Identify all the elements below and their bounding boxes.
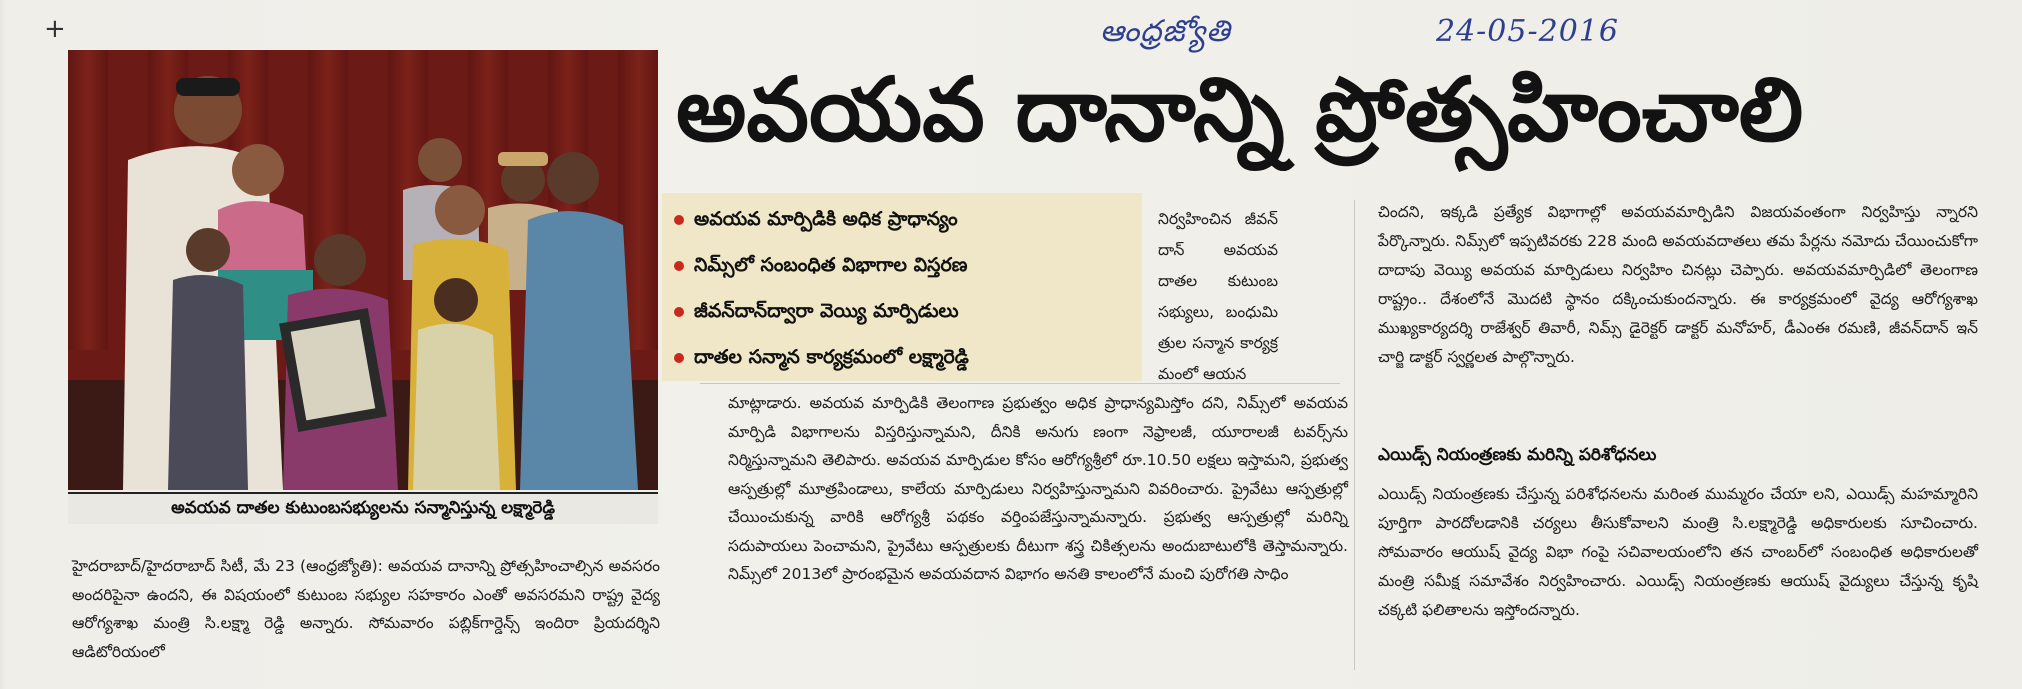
column-divider	[1354, 200, 1355, 670]
bullet-dot-icon	[674, 307, 684, 317]
award-ceremony-image	[68, 50, 658, 490]
highlights-box	[662, 193, 1142, 381]
photo-caption: అవయవ దాతల కుటుంబసభ్యులను సన్మానిస్తున్న లక్ష్మారెడ్డి	[68, 492, 658, 524]
article-lead-paragraph: హైదరాబాద్/హైదరాబాద్ సిటీ, మే 23 (ఆంధ్రజ్యోతి): అవయవ దానాన్ని ప్రోత్సహించాల్సిన అవసరం అందరిపైనా ఉందని, ఈ విషయంలో కుటుంబ సభ్యుల సహకారం ఎంతో అవసరమని రాష్ట్ర వైద్య ఆరోగ్యశాఖ మంత్రి సి.లక్ష్మా రెడ్డి అన్నారు. సోమవారం పబ్లిక్‌గార్డెన్స్ ఇందిరా ప్రియదర్శిని ఆడిటోరియంలో	[72, 557, 660, 661]
article-narrow-column: నిర్వహించిన జీవన్ దాన్ అవయవ దాతల కుటుంబ సభ్యులు, బంధుమి త్రుల సన్మాన కార్యక్ర మంలో ఆయన	[1158, 210, 1278, 383]
article-right-column-top: చిందని, ఇక్కడి ప్రత్యేక విభాగాల్లో అవయవమార్పిడిని విజయవంతంగా నిర్వహిస్తు న్నారని పేర్కొన్నారు. నిమ్స్‌లో ఇప్పటివరకు 228 మంది అవయవదాతలు తమ పేర్లను నమోదు చేయించుకోగా దాదాపు వెయ్యి అవయవ మార్పిడులు నిర్వహిం చినట్లు చెప్పారు. అవయవమార్పిడిలో తెలంగాణ రాష్ట్రం.. దేశంలోనే మొదటి స్థానం దక్కించుకుందన్నారు. ఈ కార్యక్రమంలో వైద్య ఆరోగ్యశాఖ ముఖ్యకార్యదర్శి రాజేశ్వర్ తివారీ, నిమ్స్ డైరెక్టర్ డాక్టర్ మనోహర్, డీఎంఈ రమణి, జీవన్‌దాన్ ఇన్ చార్జి డాక్టర్ స్వర్ణలత పాల్గొన్నారు.	[1378, 203, 1978, 366]
registration-mark: +	[44, 14, 66, 44]
article-middle-column: మాట్లాడారు. అవయవ మార్పిడికి తెలంగాణ ప్రభుత్వం అధిక ప్రాధాన్యమిస్తోం దని, నిమ్స్‌లో అవయవ మార్పిడి విభాగాలను విస్తరిస్తున్నామని, దీనికి అనుగు ణంగా నెఫ్రాలజీ, యూరాలజీ టవర్స్‌ను నిర్మిస్తున్నామని తెలిపారు. అవయవ మార్పిడుల కోసం ఆరోగ్యశ్రీలో రూ.10.50 లక్షలు ఇస్తామని, ప్రభుత్వ ఆస్పత్రుల్లో మూత్రపిండాలు, కాలేయ మార్పిడులు నిర్వహిస్తున్నామని వివరించారు. ప్రైవేటు ఆస్పత్రుల్లో చేయించుకున్న వారికి ఆరోగ్యశ్రీ పథకం వర్తింపజేస్తున్నామన్నారు. ప్రభుత్వ ఆస్పత్రుల్లో మరిన్ని సదుపాయలు పెంచామని, ప్రైవేటు ఆస్పత్రులకు దీటుగా శస్త్ర చికిత్సలను అందుబాటులోకి తెస్తామన్నారు. నిమ్స్‌లో 2013లో ప్రారంభమైన అవయవదాన విభాగం అనతి కాలంలోనే మంచి పురోగతి సాధిం	[728, 394, 1348, 583]
bullet-dot-icon	[674, 215, 684, 225]
article-right-column-bottom: ఎయిడ్స్ నియంత్రణకు చేస్తున్న పరిశోధనలను మరింత ముమ్మరం చేయా లని, ఎయిడ్స్ మహమ్మారిని పూర్తిగా పారదోలడానికి చర్యలు తీసుకోవాలని మంత్రి సి.లక్ష్మారెడ్డి అధికారులకు సూచించారు. సోమవారం ఆయుష్ వైద్య విభా గంపై సచివాలయంలోని తన చాంబర్‌లో సంబంధిత అధికారులతో మంత్రి సమీక్ష సమావేశం నిర్వహించారు. ఎయిడ్స్ నియంత్రణకు ఆయుష్ వైద్యులు చేస్తున్న కృషి చక్కటి ఫలితాలను ఇస్తోందన్నారు.	[1378, 485, 1978, 619]
bullet-dot-icon	[674, 353, 684, 363]
handwritten-paper-name: ఆంధ్రజ్యోతి	[1100, 14, 1231, 49]
handwritten-date: 24-05-2016	[1436, 14, 1619, 49]
highlight-item: అవయవ మార్పిడికి అధిక ప్రాధాన్యం	[668, 199, 1124, 239]
highlight-item: నిమ్స్‌లో సంబంధిత విభాగాల విస్తరణ	[668, 245, 1124, 285]
headline: అవయవ దానాన్ని ప్రోత్సహించాలి	[676, 58, 1804, 161]
bullet-dot-icon	[674, 261, 684, 271]
highlight-item: దాతల సన్మాన కార్యక్రమంలో లక్ష్మారెడ్డి	[668, 337, 1124, 377]
highlight-item: జీవన్‌దాన్‌ద్వారా వెయ్యి మార్పిడులు	[668, 291, 1124, 331]
article-subheading: ఎయిడ్స్ నియంత్రణకు మరిన్ని పరిశోధనలు	[1378, 445, 1657, 465]
news-photo	[68, 50, 658, 490]
